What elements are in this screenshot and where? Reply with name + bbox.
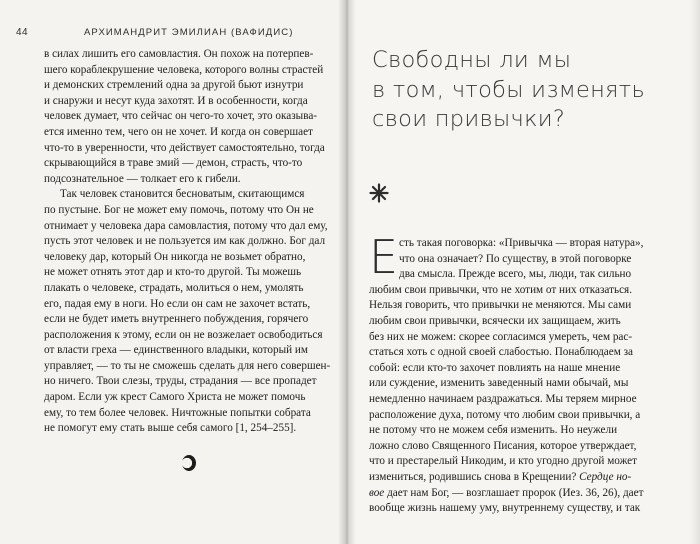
text-line: Так человек становится бесноватым, скитающимся: [60, 188, 305, 201]
text-line: но ничего. Твои слезы, труды, страдания — все пропадет: [44, 375, 317, 388]
text-line: расположения к этому, если он не возжелает освободиться: [44, 328, 323, 341]
chapter-title-line: в том, чтобы изменять: [372, 76, 646, 103]
text-line: вообще жизнь нашему уму, внутреннему существу, и так: [369, 502, 641, 515]
left-page: [0, 0, 346, 544]
text-line: сть такая поговорка: «Привычка — вторая натура»,: [399, 237, 644, 249]
italic-quote: Сердце но-: [579, 470, 632, 483]
text-line: по пустыне. Бог не может ему помочь, потому что Он не: [44, 203, 314, 216]
text-segment: измениться, родившись снова в Крещении?: [369, 470, 577, 483]
text-line: собой: если кто-то захочет повлиять на наше мнение: [369, 361, 621, 374]
text-line: ложно слово Священного Писания, которое утверждает,: [369, 439, 637, 452]
text-line: или суждение, изменить заведенный нами обычай, мы: [369, 377, 629, 390]
text-line: немедленно начинаем раздражаться. Мы теряем мирное: [369, 392, 637, 405]
text-line: без них не можем: скорее согласимся умереть, чем рас-: [369, 330, 633, 343]
text-line: отнимает у человека дара самовластия, потому что дал ему,: [44, 219, 328, 232]
text-line: два смысла. Прежде всего, мы, люди, так сильно: [399, 268, 632, 281]
text-line: человек думает, что сейчас он чего-то хочет, это оказыва-: [44, 110, 318, 123]
chapter-title-line: свои привычки?: [372, 106, 566, 132]
text-line: в силах лишить его самовластия. Он похож на потерпев-: [44, 48, 314, 60]
text-line: не помогут ему стать выше себя самого [1, 254–255].: [44, 422, 297, 435]
running-head: АРХИМАНДРИТ ЭМИЛИАН (ВАФИДИС): [84, 27, 294, 38]
snowflake-asterisk-icon: [369, 183, 389, 203]
text-line: [369, 486, 671, 502]
text-line: плакать о человеке, страдать, молиться о нем, умолять: [44, 281, 304, 294]
book-gutter: [338, 0, 356, 544]
text-line: не потому что не можем себя изменить. Но неужели: [369, 424, 618, 437]
drop-cap: Е: [369, 230, 399, 284]
text-line: подсознательное — толкает его к гибели.: [44, 172, 241, 185]
text-line: управляет, — то ты не сможешь сделать для него совершен-: [44, 359, 331, 372]
text-line: ему, то тем более человек. Ничтожные попытки собрата: [44, 406, 311, 419]
text-line: и демонских стремлений одна за другой бьют изнутри: [44, 79, 304, 92]
text-line: человеку дар, который Он никогда не возьмет обратно,: [44, 250, 306, 263]
text-line: что-то в уверенности, что действует самостоятельно, тогда: [44, 141, 325, 154]
text-line: шего кораблекрушение человека, которого волны страстей: [44, 63, 324, 76]
italic-quote: вое: [369, 486, 385, 499]
left-body-text: [44, 47, 330, 437]
text-line: расположение духа, потому что любим свои привычки, а: [369, 408, 641, 421]
text-segment: дает нам Бог, — возглашает пророк (Иез. 36, 26), дает: [387, 486, 644, 499]
text-line: если не будет иметь внутреннего побуждения, горячего: [44, 313, 309, 326]
chapter-title-line: Свободны ли мы: [372, 47, 572, 73]
text-line: ется именно тем, чего он не хочет. И когда он совершает: [44, 125, 313, 138]
text-line: пусть этот человек и не пользуется им как должно. Бог дал: [44, 235, 326, 248]
text-line: даром. Если уж крест Самого Христа не может помочь: [44, 391, 306, 404]
text-line: и снаружи и несут куда захотят. И в особенности, когда: [44, 94, 308, 107]
text-line: [369, 470, 671, 486]
text-line: скрывающийся в траве змий — демон, страсть, что-то: [44, 157, 303, 170]
text-line: Нельзя говорить, что привычки не меняются. Мы сами: [369, 299, 632, 312]
text-line: что она означает? По существу, в этой поговорке: [399, 252, 632, 265]
section-end-mark-icon: [182, 455, 196, 471]
right-body-text: [369, 230, 671, 517]
text-line: любим свои привычки, что не хотим от них отказаться.: [369, 283, 632, 296]
text-line: что и престарелый Никодим, и кто угодно другой может: [369, 455, 638, 468]
text-line: не может отнять этот дар и кто-то другой. Ты можешь: [44, 266, 302, 279]
text-line: его, падая ему в ноги. Но если он сам не захочет встать,: [44, 297, 311, 310]
page-number: 44: [16, 27, 29, 38]
text-line: статься хоть с одной своей слабостью. Понаблюдаем за: [369, 346, 633, 359]
text-line: любим свои привычки, всячески их защищаем, жить: [369, 314, 621, 327]
text-line: от власти греха — единственного владыки, который им: [44, 344, 308, 357]
chapter-title: [372, 46, 692, 135]
